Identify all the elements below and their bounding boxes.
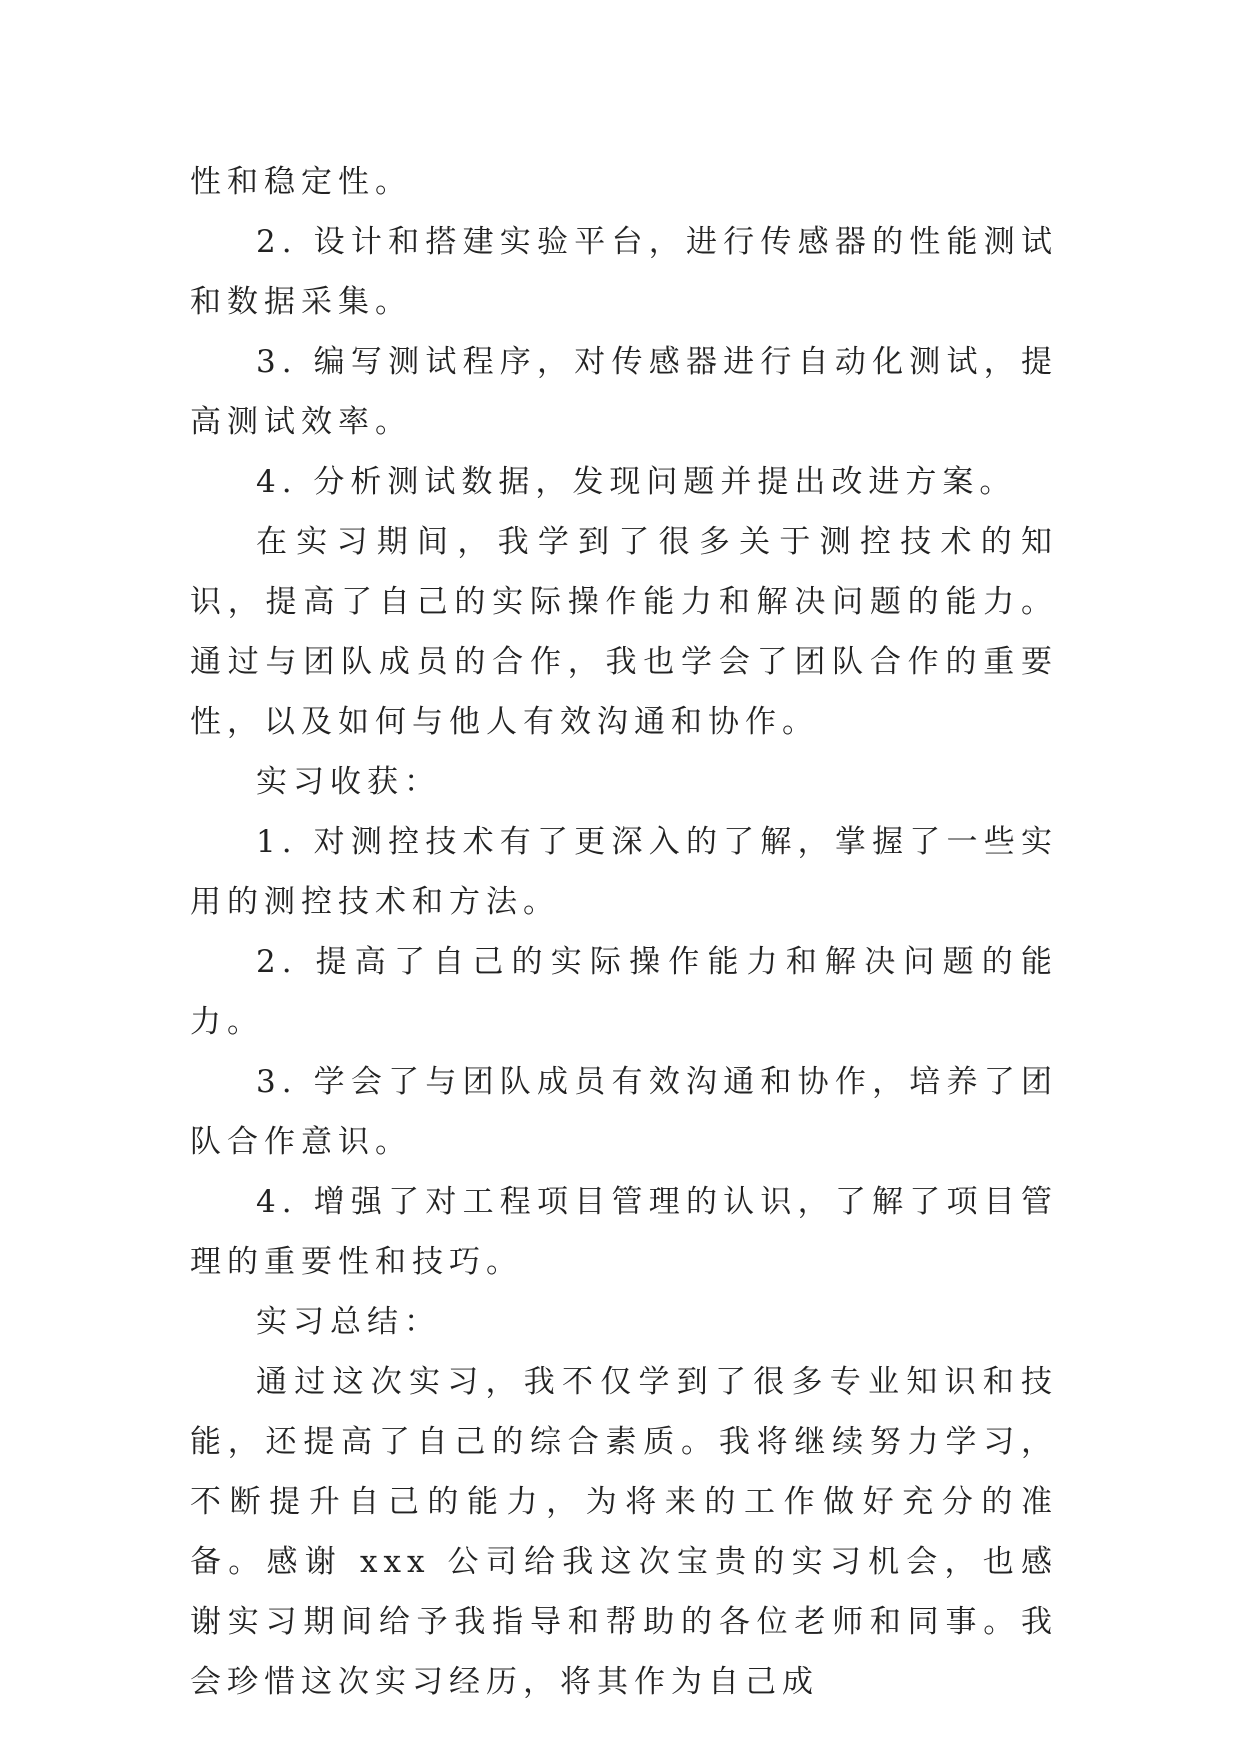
paragraph-task-4: 4. 分析测试数据，发现问题并提出改进方案。 [256, 464, 1017, 500]
paragraph-summary: 通过这次实习，我不仅学到了很多专业知识和技能，还提高了自己的综合素质。我将继续努力学习，不断提升自己的能力，为将来的工作做好充分的准备。感谢 xxx 公司给我这次宝贵的实习机会，也感谢实习期间给予我指导和帮助的各位老师和同事。我会珍惜这次实习经历，将其作为自己成 [190, 1364, 1058, 1700]
paragraph-internship-learning: 在实习期间，我学到了很多关于测控技术的知识，提高了自己的实际操作能力和解决问题的能力。通过与团队成员的合作，我也学会了团队合作的重要性，以及如何与他人有效沟通和协作。 [190, 524, 1058, 740]
paragraph-gain-3: 3. 学会了与团队成员有效沟通和协作，培养了团队合作意识。 [190, 1064, 1058, 1160]
section-heading-summary: 实习总结： [256, 1304, 441, 1340]
paragraph-task-2: 2. 设计和搭建实验平台，进行传感器的性能测试和数据采集。 [190, 224, 1058, 320]
paragraph-continuation: 性和稳定性。 [190, 164, 412, 200]
section-heading-gains: 实习收获： [256, 764, 441, 800]
document-body [190, 152, 1058, 1712]
paragraph-gain-2: 2. 提高了自己的实际操作能力和解决问题的能力。 [190, 944, 1058, 1040]
paragraph-gain-1: 1. 对测控技术有了更深入的了解，掌握了一些实用的测控技术和方法。 [190, 824, 1058, 920]
paragraph-task-3: 3. 编写测试程序，对传感器进行自动化测试，提高测试效率。 [190, 344, 1058, 440]
paragraph-gain-4: 4. 增强了对工程项目管理的认识，了解了项目管理的重要性和技巧。 [190, 1184, 1058, 1280]
